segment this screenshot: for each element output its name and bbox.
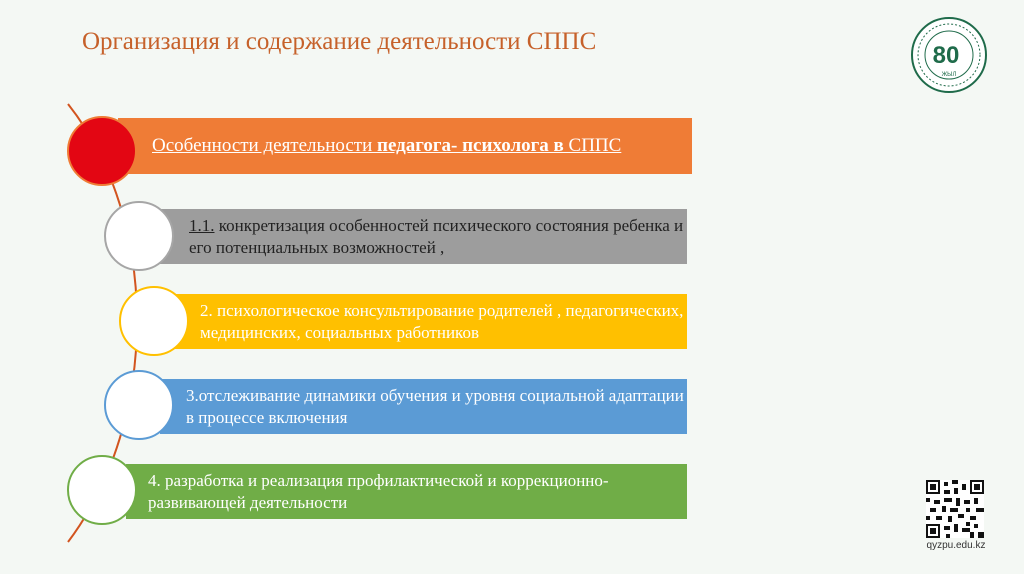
item-0-segment-2: СППС <box>568 135 622 157</box>
item-bar-2 <box>168 294 687 349</box>
item-circle-0 <box>67 116 137 186</box>
item-3-segment-0: 3.отслеживание динамики обучения и уровня социальной адаптации в процессе включения <box>186 386 684 427</box>
logo-year-label: ЖЫЛ <box>941 72 957 78</box>
item-2-segment-0: 2. психологическое консультирование родителей , педагогических, медицинских, социальных работников <box>200 301 684 342</box>
item-bar-0 <box>118 118 692 174</box>
item-bar-3 <box>160 379 687 434</box>
item-circle-1 <box>104 201 174 271</box>
qr-code <box>926 480 984 538</box>
item-text-1 <box>189 215 687 258</box>
slide-title: Организация и содержание деятельности СППС <box>82 28 597 55</box>
item-circle-4 <box>67 455 137 525</box>
item-4-segment-0: 4. разработка и реализация профилактической и коррекционно-развивающей деятельности <box>148 471 609 512</box>
item-text-4 <box>148 470 687 513</box>
item-1-segment-1: конкретизация особенностей психического состояния ребенка и его потенциальных возможностей , <box>189 216 684 257</box>
item-1-segment-0: 1.1. <box>189 216 215 236</box>
item-circle-3 <box>104 370 174 440</box>
item-0-segment-0: Особенности деятельности <box>152 135 377 157</box>
anniversary-seal-icon <box>910 16 988 94</box>
anniversary-logo <box>910 16 988 94</box>
item-bar-1 <box>155 209 687 264</box>
logo-number: 80 <box>932 42 960 69</box>
item-text-2 <box>200 300 687 343</box>
qr-code-icon <box>926 480 984 538</box>
website-label: qyzpu.edu.kz <box>926 540 986 551</box>
item-text-0 <box>152 134 621 158</box>
item-0-segment-1: педагога- психолога в <box>377 135 569 157</box>
item-circle-2 <box>119 286 189 356</box>
item-text-3 <box>186 385 687 428</box>
item-bar-4 <box>126 464 687 519</box>
